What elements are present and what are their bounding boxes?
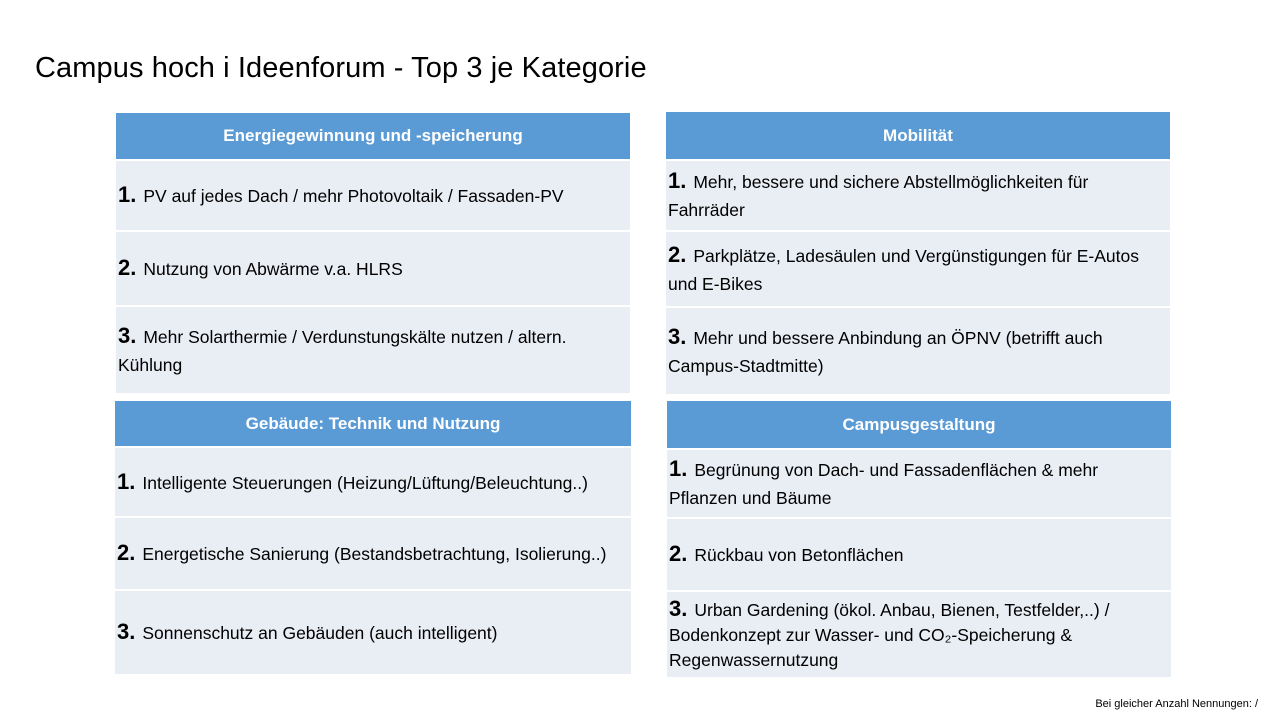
list-item bbox=[115, 448, 631, 518]
item-content bbox=[668, 323, 1164, 380]
item-content bbox=[668, 241, 1164, 298]
item-rank: 1. bbox=[668, 168, 687, 193]
item-rank: 3. bbox=[668, 323, 687, 349]
item-text: Energetische Sanierung (Bestandsbetrachtung, Isolierung..) bbox=[142, 544, 607, 564]
item-text: Parkplätze, Ladesäulen und Vergünstigungen für E-Autos und E-Bikes bbox=[668, 245, 1139, 294]
item-rank: 3. bbox=[118, 322, 137, 348]
item-rank: 3. bbox=[117, 619, 136, 644]
item-text: Begrünung von Dach- und Fassadenflächen & mehr Pflanzen und Bäume bbox=[669, 460, 1099, 508]
item-rank: 1. bbox=[118, 182, 137, 207]
item-text: Sonnenschutz an Gebäuden (auch intelligent) bbox=[142, 623, 498, 643]
slide-title: Campus hoch i Ideenforum - Top 3 je Kategorie bbox=[35, 52, 647, 84]
item-rank: 3. bbox=[669, 596, 688, 621]
footnote: Bei gleicher Anzahl Nennungen: / bbox=[1095, 698, 1258, 710]
item-text: Mehr, bessere und sichere Abstellmöglichkeiten für Fahrräder bbox=[668, 172, 1089, 220]
item-text: Rückbau von Betonflächen bbox=[694, 545, 904, 565]
item-content bbox=[669, 596, 1165, 673]
item-rank: 1. bbox=[117, 468, 136, 494]
list-item bbox=[115, 591, 631, 676]
category-energie bbox=[116, 113, 630, 395]
item-content bbox=[117, 539, 606, 568]
list-item bbox=[667, 592, 1171, 679]
list-item bbox=[116, 307, 630, 395]
item-rank: 1. bbox=[669, 456, 688, 481]
list-item bbox=[115, 518, 631, 591]
item-rank: 2. bbox=[669, 541, 688, 566]
list-item bbox=[116, 161, 630, 232]
item-content bbox=[118, 181, 564, 210]
list-item bbox=[667, 450, 1171, 519]
item-text: Mehr Solarthermie / Verdunstungskälte nutzen / altern. Kühlung bbox=[118, 326, 567, 375]
category-gebaeude bbox=[115, 401, 631, 676]
list-item bbox=[666, 308, 1170, 396]
item-content bbox=[668, 167, 1164, 224]
item-content bbox=[117, 618, 497, 647]
item-rank: 2. bbox=[668, 241, 687, 267]
category-campusgestaltung bbox=[667, 401, 1171, 679]
category-header: Energiegewinnung und -speicherung bbox=[116, 113, 630, 161]
item-content bbox=[118, 254, 403, 283]
item-rank: 2. bbox=[118, 255, 137, 280]
list-item bbox=[116, 232, 630, 307]
item-content bbox=[118, 322, 624, 379]
item-rank: 2. bbox=[117, 540, 136, 565]
item-content bbox=[117, 468, 588, 497]
list-item bbox=[667, 519, 1171, 592]
category-header: Gebäude: Technik und Nutzung bbox=[115, 401, 631, 448]
item-text: Urban Gardening (ökol. Anbau, Bienen, Testfelder,..) / Bodenkonzept zur Wasser- und CO₂-Speicherung & Regenwassernutzung bbox=[669, 600, 1110, 670]
category-header: Campusgestaltung bbox=[667, 401, 1171, 450]
item-text: Intelligente Steuerungen (Heizung/Lüftung/Beleuchtung..) bbox=[142, 472, 588, 493]
category-header: Mobilität bbox=[666, 112, 1170, 161]
item-text: PV auf jedes Dach / mehr Photovoltaik / Fassaden-PV bbox=[143, 186, 564, 206]
item-content bbox=[669, 540, 904, 569]
list-item bbox=[666, 232, 1170, 308]
list-item bbox=[666, 161, 1170, 232]
item-text: Mehr und bessere Anbindung an ÖPNV (betrifft auch Campus-Stadtmitte) bbox=[668, 327, 1103, 376]
item-text: Nutzung von Abwärme v.a. HLRS bbox=[143, 259, 403, 279]
category-mobilitaet bbox=[666, 112, 1170, 396]
item-content bbox=[669, 455, 1165, 512]
